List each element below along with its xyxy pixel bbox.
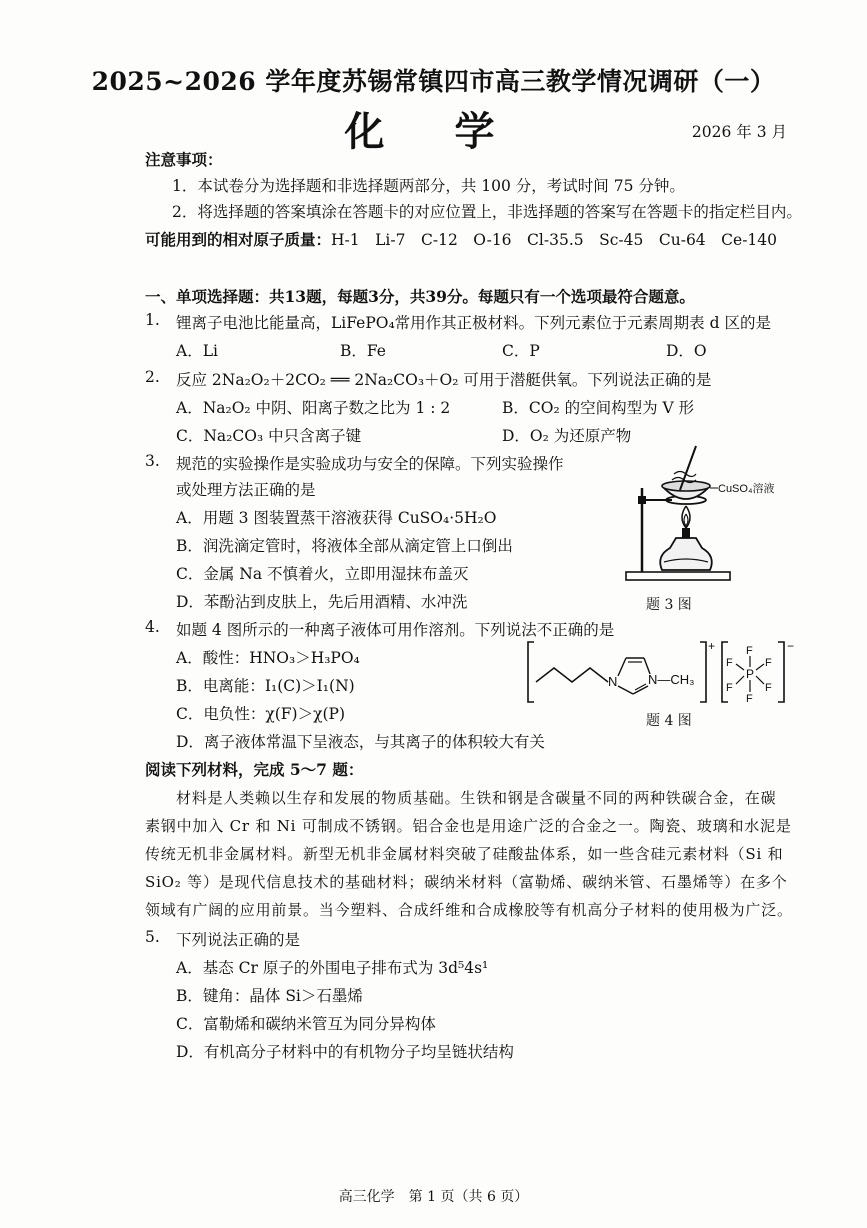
fluorine-upper-right: F — [765, 657, 772, 669]
cation-charge: + — [708, 639, 716, 653]
q1-option-a: A．Li — [176, 342, 218, 360]
subject-title: 化 学 — [344, 108, 523, 155]
q3-stem-line-1: 规范的实验操作是实验成功与安全的保障。下列实验操作 — [176, 455, 564, 473]
note-item-1: 1．本试卷分为选择题和非选择题两部分，共 100 分，考试时间 75 分钟。 — [172, 177, 685, 195]
fluorine-bottom: F — [746, 693, 753, 705]
reading-line-3: 传统无机非金属材料。新型无机非金属材料突破了硅酸盐体系，如一些含硅元素材料（Si 和 — [145, 845, 784, 863]
page-footer: 高三化学 第 1 页（共 6 页） — [338, 1189, 529, 1205]
atomic-masses-values: H-1 Li-7 C-12 O-16 Cl-35.5 Sc-45 Cu-64 Ce-140 — [331, 231, 778, 249]
q2-option-b: B．CO₂ 的空间构型为 V 形 — [502, 399, 695, 417]
ionic-liquid-structure-figure — [520, 636, 810, 708]
section-1-heading: 一、单项选择题：共13题，每题3分，共39分。每题只有一个选项最符合题意。 — [145, 287, 695, 306]
q2-option-d: D．O₂ 为还原产物 — [502, 427, 632, 445]
q5-option-c: C．富勒烯和碳纳米管互为同分异构体 — [176, 1015, 436, 1033]
q1-option-c: C．P — [502, 342, 540, 360]
q1-stem: 锂离子电池比能量高，LiFePO₄常用作其正极材料。下列元素位于元素周期表 d 区的是 — [176, 314, 771, 332]
atomic-masses-label: 可能用到的相对原子质量： — [145, 230, 332, 249]
q3-option-b: B．润洗滴定管时，将液体全部从滴定管上口倒出 — [176, 537, 513, 555]
anion-charge: − — [787, 639, 795, 653]
q2-number: 2. — [145, 368, 160, 386]
q1-option-d: D．O — [666, 342, 707, 360]
fluorine-lower-left: F — [726, 682, 733, 694]
q5-option-b: B．键角：晶体 Si＞石墨烯 — [176, 987, 363, 1005]
q3-option-c: C．金属 Na 不慎着火，立即用湿抹布盖灭 — [176, 565, 469, 583]
fluorine-upper-left: F — [726, 657, 733, 669]
q3-stem-line-2: 或处理方法正确的是 — [176, 481, 316, 499]
q1-number: 1. — [145, 311, 160, 329]
q2-option-a: A．Na₂O₂ 中阴、阳离子数之比为 1 : 2 — [176, 399, 451, 417]
q4-option-d: D．离子液体常温下呈液态，与其离子的体积较大有关 — [176, 733, 545, 751]
q4-stem: 如题 4 图所示的一种离子液体可用作溶剂。下列说法不正确的是 — [176, 621, 615, 639]
note-item-2: 2．将选择题的答案填涂在答题卡的对应位置上，非选择题的答案写在答题卡的指定栏目内。 — [172, 203, 802, 221]
reading-heading: 阅读下列材料，完成 5～7 题： — [145, 760, 364, 779]
atomic-masses — [145, 228, 777, 250]
q4-figure-caption: 题 4 图 — [646, 713, 692, 729]
q2-option-c: C．Na₂CO₃ 中只含离子键 — [176, 427, 362, 445]
q4-number: 4. — [145, 618, 160, 636]
q4-option-c: C．电负性：χ(F)＞χ(P) — [176, 705, 346, 723]
phosphorus-atom: P — [746, 667, 755, 681]
evaporation-apparatus-figure — [618, 442, 808, 590]
fluorine-lower-right: F — [765, 682, 772, 694]
q4-option-a: A．酸性：HNO₃＞H₃PO₄ — [176, 649, 360, 667]
q5-option-a: A．基态 Cr 原子的外围电子排布式为 3d⁵4s¹ — [176, 959, 489, 977]
reading-line-1: 材料是人类赖以生存和发展的物质基础。生铁和钢是含碳量不同的两种铁碳合金，在碳 — [176, 789, 777, 807]
q4-option-b: B．电离能：I₁(C)＞I₁(N) — [176, 677, 355, 695]
q3-number: 3. — [145, 452, 160, 470]
reading-line-4: SiO₂ 等）是现代信息技术的基础材料；碳纳米材料（富勒烯、碳纳米管、石墨烯等）在多个 — [145, 873, 788, 891]
exam-date: 2026 年 3 月 — [691, 123, 787, 141]
reading-line-5: 领域有广阔的应用前景。当今塑料、合成纤维和合成橡胶等有机高分子材料的使用极为广泛。 — [145, 901, 793, 919]
notes-heading: 注意事项： — [145, 150, 223, 169]
imidazole-nitrogen-1: N — [608, 674, 618, 689]
fluorine-top: F — [746, 645, 753, 657]
q5-stem: 下列说法正确的是 — [176, 931, 301, 949]
reading-line-2: 素钢中加入 Cr 和 Ni 可制成不锈钢。铝合金也是用途广泛的合金之一。陶瓷、玻璃和水泥是 — [145, 817, 792, 835]
exam-title: 2025~2026 学年度苏锡常镇四市高三教学情况调研（一） — [91, 67, 776, 96]
q3-option-d: D．苯酚沾到皮肤上，先后用酒精、水冲洗 — [176, 593, 468, 611]
q5-number: 5. — [145, 928, 160, 946]
cuso4-solution-label: CuSO₄溶液 — [718, 483, 775, 495]
q1-option-b: B．Fe — [340, 342, 386, 360]
q2-stem: 反应 2Na₂O₂＋2CO₂ ══ 2Na₂CO₃＋O₂ 可用于潜艇供氧。下列说法正确的是 — [176, 371, 712, 389]
imidazole-nitrogen-methyl: N—CH₃ — [648, 672, 695, 687]
q3-figure-caption: 题 3 图 — [646, 597, 692, 613]
q3-option-a: A．用题 3 图装置蒸干溶液获得 CuSO₄·5H₂O — [176, 509, 497, 527]
q5-option-d: D．有机高分子材料中的有机物分子均呈链状结构 — [176, 1043, 514, 1061]
